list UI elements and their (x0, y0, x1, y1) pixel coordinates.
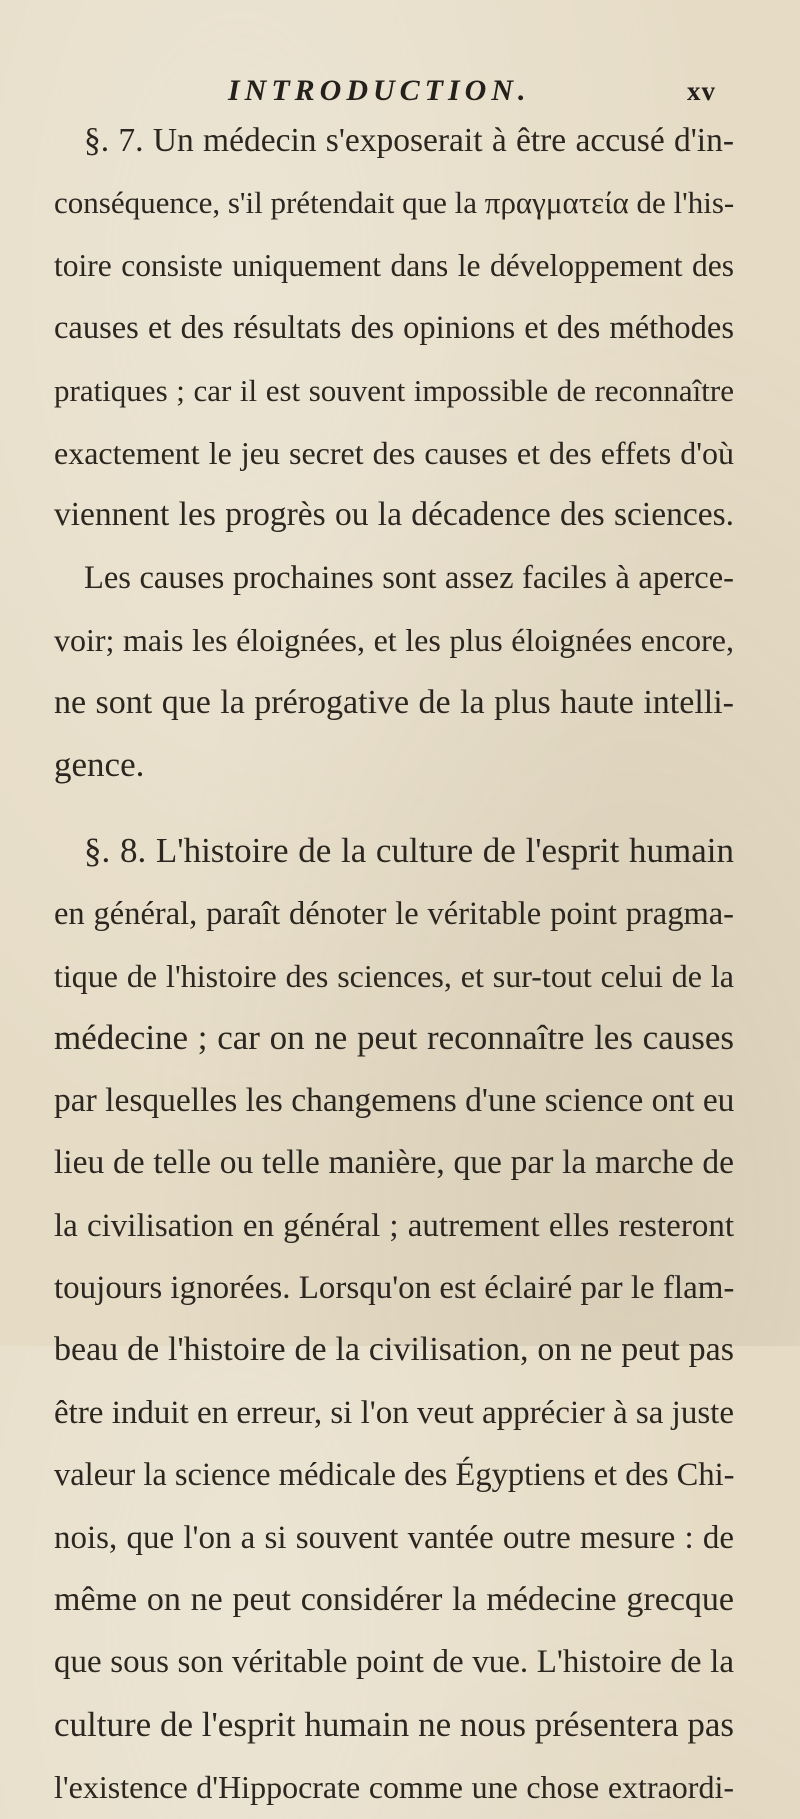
text-line: même on ne peut considérer la médecine grecque (54, 1580, 734, 1618)
text-line: toire consiste uniquement dans le développement des (54, 247, 734, 283)
text-line: l'existence d'Hippocrate comme une chose extraordi- (54, 1769, 734, 1806)
text-line: conséquence, s'il prétendait que la πραγματεία de l'his- (54, 185, 735, 221)
paragraph-gap (54, 796, 734, 820)
text-line: en général, paraît dénoter le véritable point pragma- (54, 895, 734, 932)
text-line: pratiques ; car il est souvent impossible de reconnaître (54, 372, 734, 408)
text-line: causes et des résultats des opinions et des méthodes (54, 310, 734, 347)
text-line: gence. (54, 744, 145, 784)
text-line: tique de l'histoire des sciences, et sur-tout celui de la (54, 958, 734, 995)
running-title: INTRODUCTION. (228, 74, 531, 107)
text-line: par lesquelles les changemens d'une science ont eu (54, 1081, 735, 1119)
text-line: beau de l'histoire de la civilisation, on ne peut pas (54, 1331, 734, 1369)
text-line: §. 7. Un médecin s'exposerait à être accusé d'in- (84, 122, 734, 159)
text-line: culture de l'esprit humain ne nous présentera pas (54, 1704, 734, 1744)
text-line: exactement le jeu secret des causes et des effets d'où (54, 434, 734, 471)
text-line: nois, que l'on a si souvent vantée outre mesure : de (54, 1519, 734, 1556)
text-line: lieu de telle ou telle manière, que par la marche de (54, 1144, 734, 1182)
text-line: que sous son véritable point de vue. L'histoire de la (54, 1644, 734, 1681)
paragraph-8 (54, 820, 734, 1818)
text-line: la civilisation en général ; autrement elles resteront (54, 1207, 734, 1244)
text-line: être induit en erreur, si l'on veut apprécier à sa juste (54, 1394, 734, 1431)
text-line: valeur la science médicale des Égyptiens et des Chi- (54, 1457, 735, 1494)
text-line: viennent les progrès ou la décadence des sciences. (54, 496, 734, 534)
paragraph-7 (54, 110, 734, 796)
page-number: xv (687, 76, 716, 106)
text-line: médecine ; car on ne peut reconnaître les causes (54, 1018, 734, 1058)
text-line: §. 8. L'histoire de la culture de l'esprit humain (84, 831, 734, 871)
text-line: toujours ignorées. Lorsqu'on est éclairé par le flam- (54, 1270, 735, 1307)
text-line: Les causes prochaines sont assez faciles à aperce- (84, 559, 734, 596)
body-text (54, 110, 734, 1819)
text-line: voir; mais les éloignées, et les plus éloignées encore, (54, 622, 734, 659)
text-line: ne sont que la prérogative de la plus haute intelli- (54, 683, 734, 721)
running-head (0, 74, 800, 114)
